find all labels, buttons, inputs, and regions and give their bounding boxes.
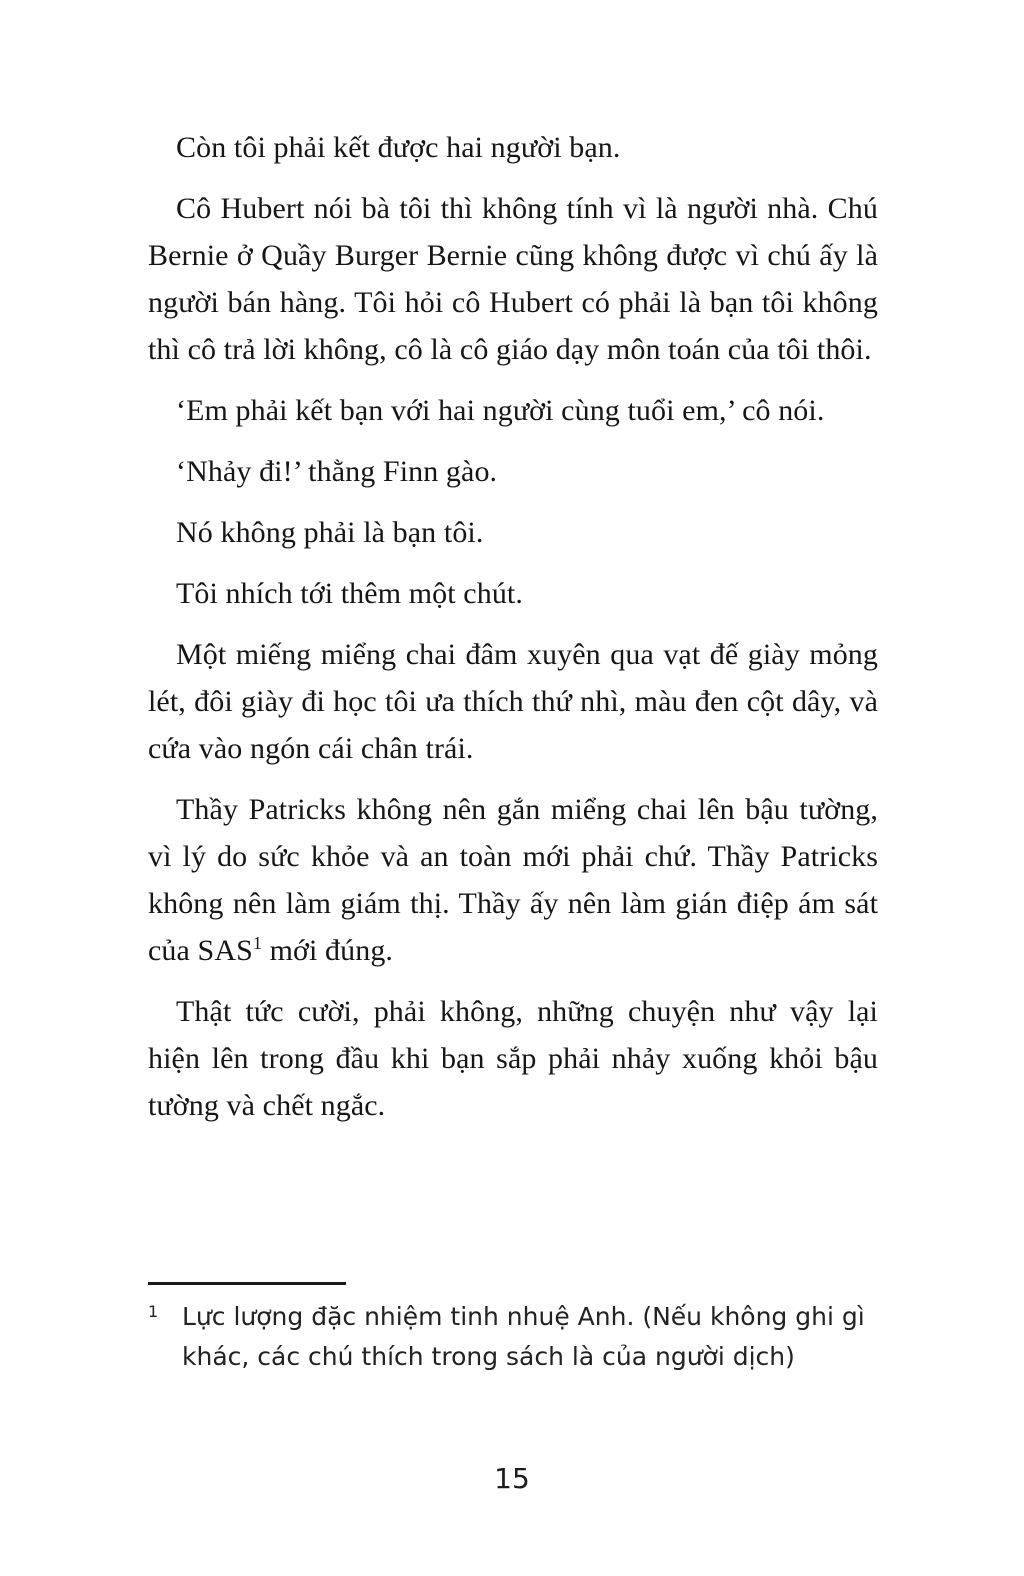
footnote-separator-rule xyxy=(148,1282,346,1285)
paragraph: Cô Hubert nói bà tôi thì không tính vì là người nhà. Chú Bernie ở Quầy Burger Bernie cũng không được vì chú ấy là người bán hàng. Tôi hỏi cô Hubert có phải là bạn tôi không thì cô trả lời không, cô là cô giáo dạy môn toán của tôi thôi. xyxy=(148,192,878,366)
paragraph: Còn tôi phải kết được hai người bạn. xyxy=(176,131,621,164)
paragraph: Thật tức cười, phải không, những chuyện như vậy lại hiện lên trong đầu khi bạn sắp phải nhảy xuống khỏi bậu tường và chết ngắc. xyxy=(148,995,878,1122)
body-text-column xyxy=(148,124,878,1143)
paragraph: ‘Nhảy đi!’ thằng Finn gào. xyxy=(176,455,498,488)
footnote-block xyxy=(148,1282,888,1377)
paragraph-text: Thầy Patricks không nên gắn miểng chai lên bậu tường, vì lý do sức khỏe và an toàn mới phải chứ. Thầy Patricks không nên làm giám thị. Thầy ấy nên làm gián điệp ám sát của SAS xyxy=(148,793,878,967)
page-number: 15 xyxy=(494,1462,530,1495)
paragraph: Một miếng miểng chai đâm xuyên qua vạt đế giày mỏng lét, đôi giày đi học tôi ưa thích thứ nhì, màu đen cột dây, và cứa vào ngón cái chân trái. xyxy=(148,638,878,765)
footnote xyxy=(148,1297,888,1377)
footnote-text: Lực lượng đặc nhiệm tinh nhuệ Anh. (Nếu không ghi gì khác, các chú thích trong sách là của người dịch) xyxy=(182,1302,865,1371)
footnote-marker: 1 xyxy=(148,1302,159,1321)
footnote-reference: 1 xyxy=(252,933,262,953)
paragraph: ‘Em phải kết bạn với hai người cùng tuổi em,’ cô nói. xyxy=(176,394,825,427)
paragraph-text: mới đúng. xyxy=(261,934,394,967)
paragraph: Tôi nhích tới thêm một chút. xyxy=(176,577,523,610)
paragraph-with-footnote-ref xyxy=(148,786,878,974)
paragraph: Nó không phải là bạn tôi. xyxy=(176,516,484,549)
